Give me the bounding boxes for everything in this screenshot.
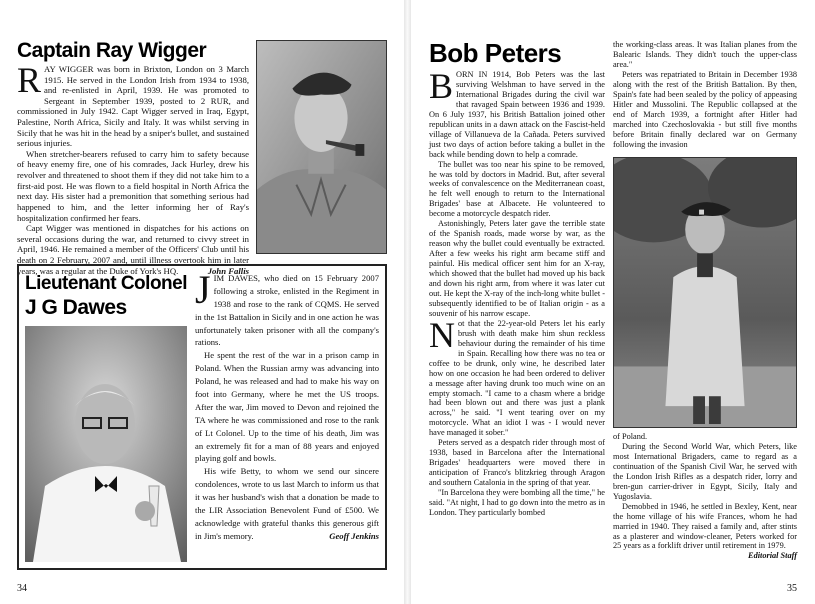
wigger-paragraph: Capt Wigger was mentioned in dispatches for his actions on several occasions during the war, and returned to civvy street in April, 1946. He remained a member of the Officers' Club until his death on 2 February, 2007 and, until illness overtook him in later years, was a regular at the Duke of York's HQ. John Fallis <box>17 223 249 276</box>
drop-cap: B <box>429 66 454 106</box>
peters-paragraph: Demobbed in 1946, he settled in Bexley, Kent, near the home village of his wife Frances, whom he had married in 1940. They raised a family and, after stints as a plasterer and window-cleaner, Peters worked for 25 years as a forklift driver until retirement in 1979. Editorial Staff <box>613 501 797 561</box>
peters-paragraph: The bullet was too near his spine to be removed, he was told by doctors in Madrid. But, after several weeks of convalescence on the Mediterranean coast, he felt well enough to return to the International Brigades' base at Albacete. He volunteered to become a motorcycle despatch rider. <box>429 159 605 219</box>
drop-cap: N <box>429 314 455 355</box>
peters-paragraph: Peters served as a despatch rider through most of 1938, based in Barcelona after the International Brigades' headquarters were moved there in anticipation of Franco's blitzkrieg through Aragon and southern Catalonia in the spring of that year. <box>429 438 605 488</box>
wigger-paragraph: When stretcher-bearers refused to carry him to safety because of heavy enemy fire, one of his comrades, Jack Hurley, drew his revolver and threatened to shoot them if they did not take him to a first-aid post. He was flown to a field hospital in North Africa the next day. His sister had a premonition that something serious had happened to him, and the letter informing her of Ray's hospitalization confirmed her fears. <box>17 148 249 223</box>
peters-column-1 <box>429 66 605 585</box>
peters-headline: Bob Peters <box>429 38 562 68</box>
peters-paragraph: Not that the 22-year-old Peters let his early brush with death make him shun reckless behaviour during the remainder of his time in Spain. Recalling how there was no tea or coffee to be drunk, only wine, he described later how on one occasion he had been ordered to deliver a message after having drunk too much wine on an empty stomach. "I came to a chasm where a bridge had been blown out and there was just a plank across," he said. "I went tearing over on my motorcycle. What an idiot I was - I would never have managed it sober." <box>429 314 605 438</box>
peters-column-2-bottom <box>613 432 797 584</box>
peters-signature: Editorial Staff <box>748 551 797 561</box>
dawes-article-box <box>17 264 387 570</box>
dawes-paragraph: His wife Betty, to whom we send our sincere condolences, wrote to us last March to inform us that it was her husband's wish that a donation be made to the LIR Association Benevolent Fund of £500. We acknowledge with grateful thanks this generous gift in Jim's memory. Geoff Jenkins <box>195 466 379 541</box>
peters-paragraph: Peters was repatriated to Britain in December 1938 along with the rest of the British Battalion. By then, Spain's fate had been sealed by the policy of appeasing Hitler and Mussolini. The Republic collapsed at the end of March 1939, a fortnight after Hitler had marched into Czechoslovakia - but still five months before Britain finally declared war on Germany following the invasion <box>613 69 797 149</box>
right-page <box>411 0 815 604</box>
dawes-portrait-photo <box>25 326 187 562</box>
peters-paragraph: Astonishingly, Peters later gave the terrible state of the Spanish roads, made worse by war, as the reason why the bullet could eventually be extracted. After a few weeks his right arm became stiff and painful. His medical officer sent him for an X-ray, which showed that the bullet had moved up his back and down his right arm, from where it was later cut out. He kept the X-ray of the inch-long white bullet - subsequently identified to be of Italian origin - as a souvenir of his narrow escape. <box>429 219 605 318</box>
peters-paragraph: BORN IN 1914, Bob Peters was the last surviving Welshman to have served in the International Brigades during the civil war that ravaged Spain between 1936 and 1939. On 6 July 1937, his British Battalion joined other republican units in a dawn attack on the Fascist-held village of Villanueva de la Cañada. Peters survived just two days of action before taking a bullet in the back while bending down to help a comrade. <box>429 66 605 159</box>
wigger-portrait-photo <box>256 40 387 254</box>
wigger-article <box>17 60 249 276</box>
wigger-signature: John Fallis <box>207 265 249 276</box>
left-page <box>0 0 404 604</box>
drop-cap: R <box>17 60 42 100</box>
peters-paragraph: the working-class areas. It was Italian planes from the Balearic Islands. They didn't touch the upper-class area." <box>613 40 797 69</box>
drop-cap: J <box>195 267 211 312</box>
dawes-headline-rank: Lieutenant Colonel <box>25 273 187 294</box>
book-gutter <box>404 0 411 604</box>
dawes-paragraph: He spent the rest of the war in a prison camp in Poland. When the Russian army was advancing into Poland, he was released and had to make his way on foot into Germany, where he met the US troops. After the war, Jim moved to Devon and rejoined the TA where he was commissioned and rose to the rank of Lt Colonel. Up to the time of his death, Jim was an extremely fit for a man of 88 years and enjoyed playing golf and bowls. <box>195 350 379 464</box>
dawes-headline-name: J G Dawes <box>25 296 127 319</box>
wigger-headline: Captain Ray Wigger <box>17 39 207 62</box>
dawes-signature: Geoff Jenkins <box>329 530 379 541</box>
wigger-paragraph: RAY WIGGER was born in Brixton, London on 3 March 1915. He served in the London Irish from 1934 to 1938, and re-enlisted in April, 1939. He was promoted to Sergeant in September 1939, posted to 2 RUR, and commissioned in July 1942. Capt Wigger served in Iraq, Egypt, Palestine, North Africa, Sicily and Italy. It was whilst serving in Sicily that he was hit in the head by a sniper's bullet, and sustained serious injuries. <box>17 60 249 149</box>
peters-column-2-top <box>613 40 797 162</box>
peters-paragraph: During the Second World War, which Peters, like most International Brigaders, came to regard as a continuation of the Spanish Civil War, he served with the London Irish Rifles as a despatch rider, lorry and bren-gun carrier-driver in Egypt, Sicily, Italy and Yugoslavia. <box>613 441 797 501</box>
dawes-paragraph: JIM DAWES, who died on 15 February 2007 following a stroke, enlisted in the Regiment in 1938 and rose to the rank of CQMS. He served in the 1st Battalion in Sicily and in one action he was unfortunately taken prisoner with all the company's rations. <box>195 267 379 348</box>
peters-paragraph: "In Barcelona they were bombing all the time," he said. "At night, I had to go down into the metro as in London. They particularly bombed <box>429 488 605 517</box>
page-number-left: 34 <box>17 583 27 594</box>
page-number-right: 35 <box>787 583 797 594</box>
peters-beret-photo <box>613 157 797 428</box>
peters-paragraph: of Poland. <box>613 432 648 441</box>
